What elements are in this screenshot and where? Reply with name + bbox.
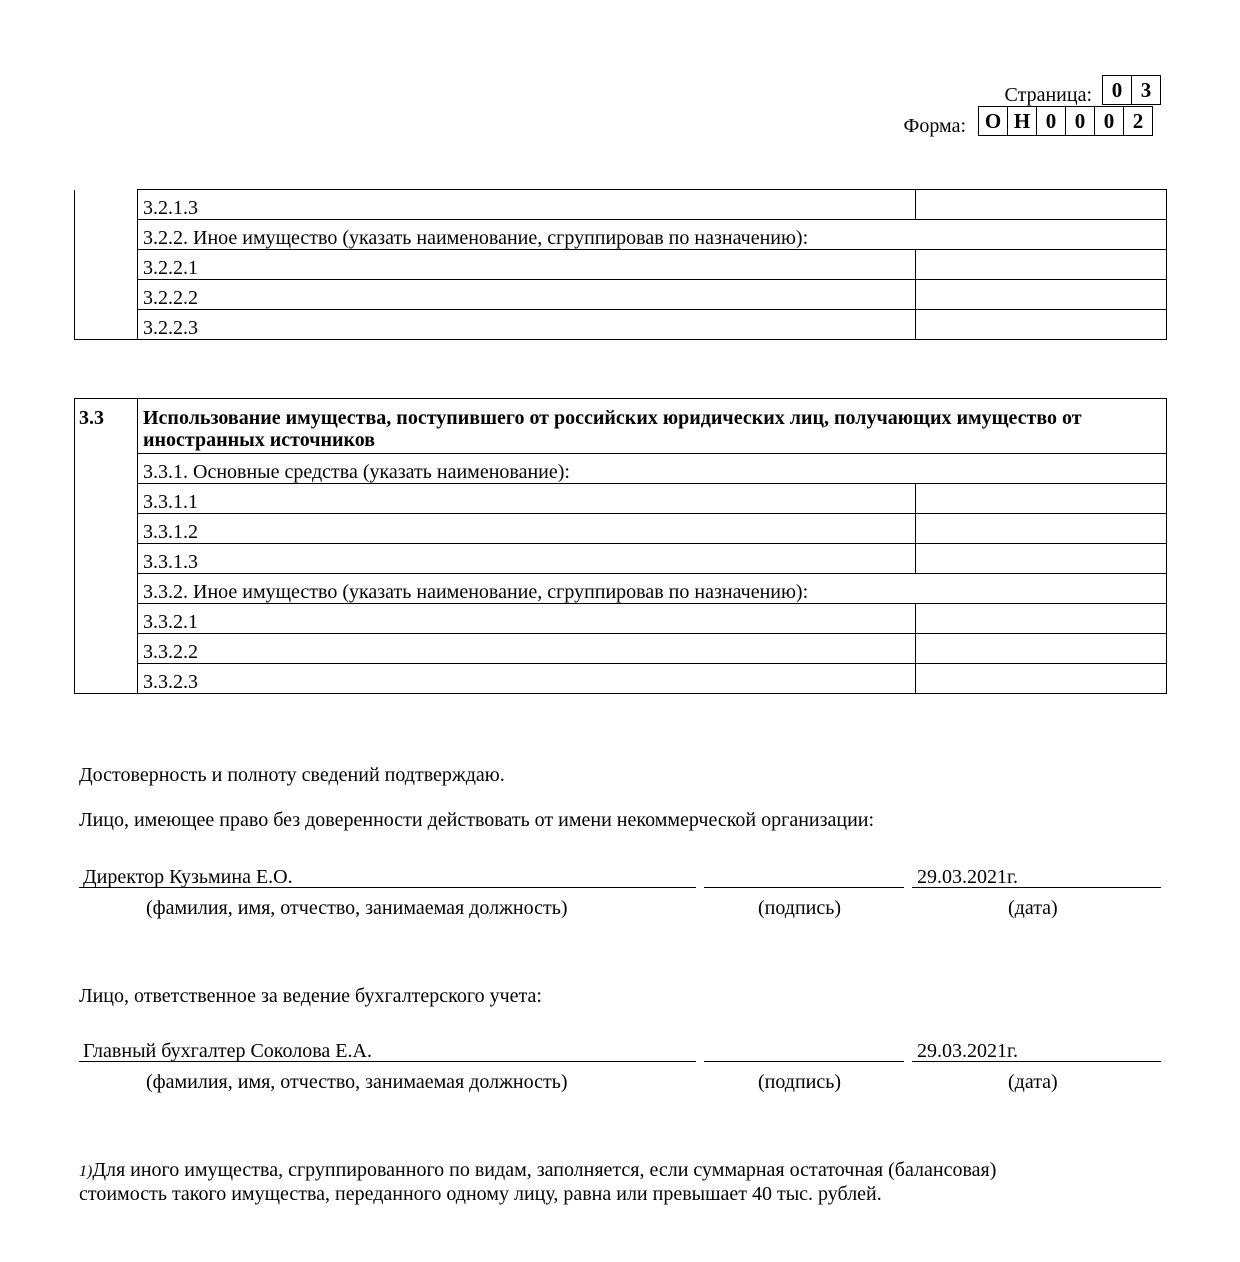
date-line: [912, 887, 1161, 888]
section-title: Использование имущества, поступившего от российских юридических лиц, получающих имущество от иностранных источников: [138, 399, 1167, 454]
value-cell[interactable]: [916, 544, 1167, 574]
table-row: [75, 280, 1167, 310]
page-digit-1: 0: [1102, 75, 1132, 105]
table-row: [75, 664, 1167, 694]
row-label: 3.2.2. Иное имущество (указать наименование, сгруппировав по назначению):: [138, 220, 1167, 250]
row-label: 3.3.2. Иное имущество (указать наименование, сгруппировав по назначению):: [138, 574, 1167, 604]
caption-date: (дата): [1008, 897, 1058, 919]
table-row: [75, 454, 1167, 484]
form-char-2: Н: [1007, 106, 1037, 136]
row-label: 3.3.1. Основные средства (указать наименование):: [138, 454, 1167, 484]
row-label: 3.3.2.2: [138, 634, 916, 664]
footnote: [79, 1159, 996, 1183]
footnote-text-line2: стоимость такого имущества, переданного одному лицу, равна или превышает 40 тыс. рублей.: [79, 1183, 882, 1205]
page-number-cells: [1102, 75, 1161, 105]
row-label: 3.3.1.1: [138, 484, 916, 514]
person1-label: Лицо, имеющее право без доверенности действовать от имени некоммерческой организации:: [79, 809, 875, 831]
row-label: 3.2.1.3: [138, 190, 916, 220]
table-row: [75, 220, 1167, 250]
row-label: 3.3.2.3: [138, 664, 916, 694]
form-char-6: 2: [1123, 106, 1153, 136]
value-cell[interactable]: [916, 280, 1167, 310]
row-label: 3.2.2.2: [138, 280, 916, 310]
name-line: [79, 1061, 696, 1062]
section-number: 3.3: [75, 399, 138, 694]
caption-signature: (подпись): [758, 1071, 842, 1093]
table-row: [75, 250, 1167, 280]
row-label: 3.3.2.1: [138, 604, 916, 634]
page-label: Страница:: [1004, 84, 1092, 106]
value-cell[interactable]: [916, 484, 1167, 514]
value-cell[interactable]: [916, 604, 1167, 634]
caption-name: (фамилия, имя, отчество, занимаемая должность): [146, 897, 568, 919]
form-char-4: 0: [1065, 106, 1095, 136]
page-digit-2: 3: [1131, 75, 1161, 105]
value-cell[interactable]: [916, 664, 1167, 694]
caption-date: (дата): [1008, 1071, 1058, 1093]
person2-date: 29.03.2021г.: [917, 1040, 1018, 1062]
person1-date: 29.03.2021г.: [917, 866, 1018, 888]
form-char-1: О: [978, 106, 1008, 136]
person2-label: Лицо, ответственное за ведение бухгалтерского учета:: [79, 985, 542, 1007]
person2-name: Главный бухгалтер Соколова Е.А.: [83, 1040, 372, 1062]
table-row: [75, 484, 1167, 514]
footnote-marker: 1): [79, 1163, 93, 1180]
section-number-cell: [75, 190, 138, 340]
table-section-3-2: [74, 189, 1167, 340]
value-cell[interactable]: [916, 310, 1167, 340]
table-row: [75, 604, 1167, 634]
table-row: [75, 634, 1167, 664]
form-char-5: 0: [1094, 106, 1124, 136]
footnote-text-line1: Для иного имущества, сгруппированного по видам, заполняется, если суммарная остаточная (балансовая): [92, 1159, 997, 1181]
table-row: [75, 574, 1167, 604]
signature-line[interactable]: [704, 887, 904, 888]
confirmation-statement: Достоверность и полноту сведений подтверждаю.: [79, 764, 505, 786]
value-cell[interactable]: [916, 190, 1167, 220]
name-line: [79, 887, 696, 888]
table-row: [75, 310, 1167, 340]
row-label: 3.2.2.3: [138, 310, 916, 340]
person1-name: Директор Кузьмина Е.О.: [83, 866, 293, 888]
table-row: [75, 190, 1167, 220]
row-label: 3.2.2.1: [138, 250, 916, 280]
form-char-3: 0: [1036, 106, 1066, 136]
date-line: [912, 1061, 1161, 1062]
signature-line[interactable]: [704, 1061, 904, 1062]
form-code-cells: [978, 106, 1153, 136]
table-section-3-3: [74, 398, 1167, 694]
form-label: Форма:: [903, 115, 966, 137]
caption-signature: (подпись): [758, 897, 842, 919]
table-row: [75, 514, 1167, 544]
caption-name: (фамилия, имя, отчество, занимаемая должность): [146, 1071, 568, 1093]
table-row: [75, 399, 1167, 454]
row-label: 3.3.1.3: [138, 544, 916, 574]
row-label: 3.3.1.2: [138, 514, 916, 544]
table-row: [75, 544, 1167, 574]
value-cell[interactable]: [916, 514, 1167, 544]
value-cell[interactable]: [916, 634, 1167, 664]
value-cell[interactable]: [916, 250, 1167, 280]
